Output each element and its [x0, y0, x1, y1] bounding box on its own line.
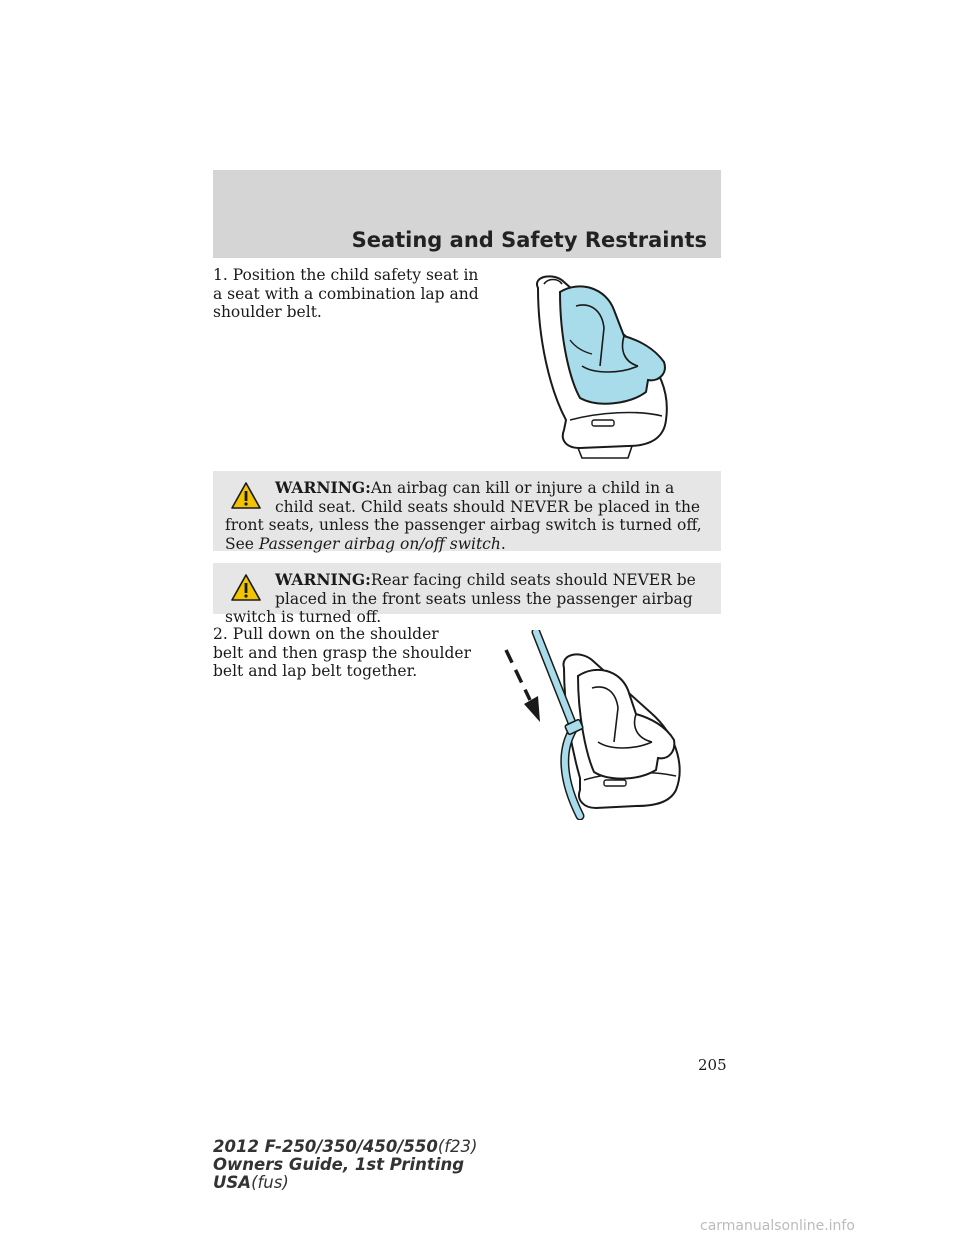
warning-triangle-icon	[231, 481, 261, 511]
warning-label: WARNING:	[275, 478, 371, 497]
airbag-warning-box	[213, 471, 721, 551]
warning-text: Rear facing child seats should NEVER be placed in the front seats unless the passenger airbag switch is turned off.	[225, 571, 696, 626]
step-2-text: 2. Pull down on the shoulder belt and then grasp the shoulder belt and lap belt together.	[213, 625, 471, 680]
page-number: 205	[698, 1056, 727, 1074]
footer-market: USA	[213, 1173, 252, 1192]
watermark: carmanualsonline.info	[700, 1218, 855, 1234]
footer-edition: Owners Guide, 1st Printing	[213, 1155, 465, 1174]
footer-model: 2012 F-250/350/450/550	[213, 1137, 438, 1156]
document-footer	[213, 1138, 478, 1192]
warning-text: An airbag can kill or injure a child in a child seat. Child seats should NEVER be placed in the front seats, unless the passenger airbag switch is turned off, See	[225, 479, 702, 553]
step-1-text: 1. Position the child safety seat in a seat with a combination lap and shoulder belt.	[213, 266, 479, 321]
warning-label: WARNING:	[275, 570, 371, 589]
warning-triangle-icon	[231, 573, 261, 603]
warning-tail: .	[500, 534, 506, 553]
rear-facing-warning-box	[213, 563, 721, 626]
cross-reference-link[interactable]: Passenger airbag on/off switch	[258, 534, 501, 553]
child-seat-illustration-icon	[520, 270, 690, 460]
pull-belt-illustration-icon	[500, 630, 690, 820]
section-header-band	[213, 170, 721, 258]
footer-model-code: (f23)	[437, 1137, 478, 1156]
section-title: Seating and Safety Restraints	[351, 228, 707, 252]
footer-market-code: (fus)	[251, 1173, 289, 1192]
